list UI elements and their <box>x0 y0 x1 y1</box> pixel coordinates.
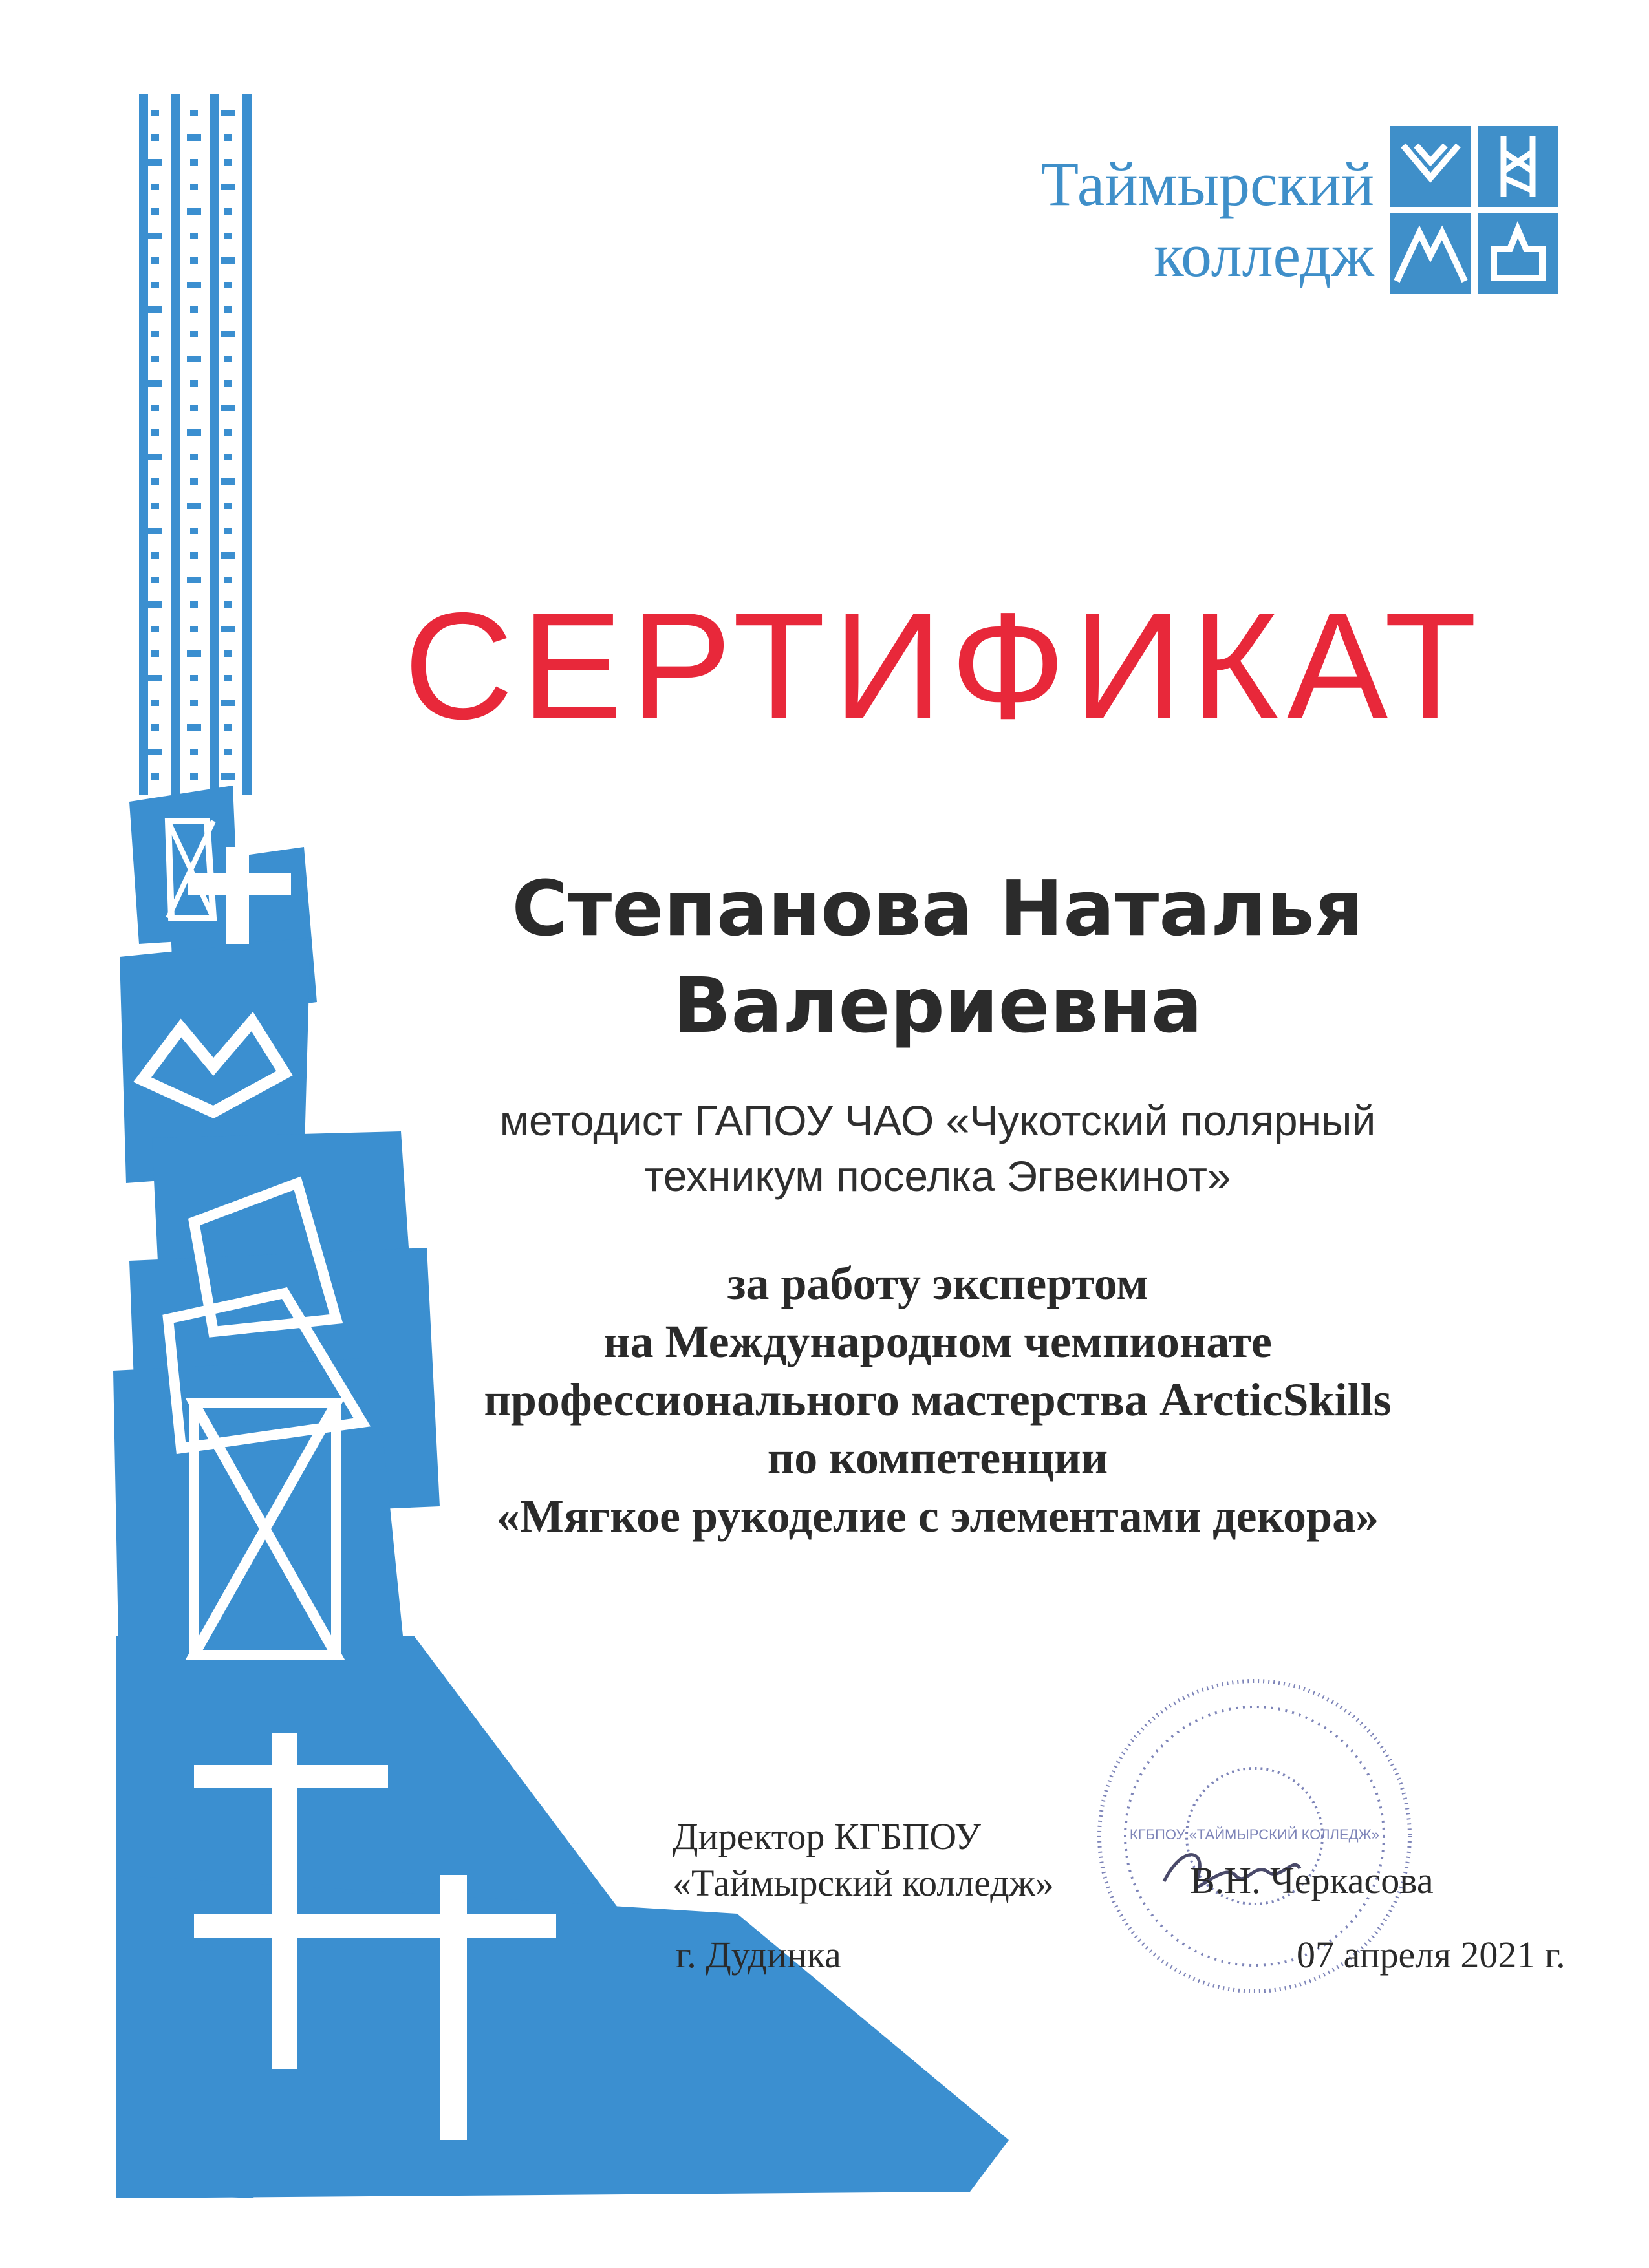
logo-line-2: колледж <box>1154 220 1374 290</box>
ornament-stitch <box>190 454 198 460</box>
ornament-stitch <box>190 110 198 116</box>
ornament-stitch <box>224 577 232 583</box>
ornament-stitch <box>151 552 159 559</box>
ornament-stitch <box>187 650 201 657</box>
ornament-stitch <box>224 380 232 387</box>
ornament-stitch <box>224 233 232 239</box>
ornament-stitch <box>224 503 232 509</box>
ornament-stitch <box>221 700 235 706</box>
certificate-title: СЕРТИФИКАТ <box>404 581 1485 751</box>
ornament-stitch <box>224 724 232 731</box>
ornament-stitch <box>190 749 198 755</box>
ornament-stitch <box>148 159 162 166</box>
ornament-stitch <box>190 478 198 485</box>
ornament-stitch <box>224 159 232 166</box>
ornament-stitch <box>224 356 232 362</box>
ornament-stitch <box>190 675 198 681</box>
recipient-name-line-2: Валериевна <box>673 961 1203 1050</box>
ornament-stitch <box>224 454 232 460</box>
ornament-stitch <box>224 650 232 657</box>
ornament-stitch <box>221 184 235 190</box>
signatory-title-line-2: «Таймырский колледж» <box>673 1862 1054 1904</box>
ornament-stitch <box>148 306 162 313</box>
ornament-stitch <box>224 208 232 215</box>
ornament-stitch <box>190 257 198 264</box>
ornament-stitch <box>148 380 162 387</box>
issue-date: 07 апреля 2021 г. <box>1297 1934 1566 1976</box>
ornament-stitch <box>187 356 201 362</box>
ornament-stitch <box>221 257 235 264</box>
recipient-name <box>388 860 1487 1054</box>
recipient-position <box>388 1093 1487 1204</box>
award-line-1: за работу экспертом <box>727 1257 1148 1309</box>
ornament-stitch <box>190 331 198 337</box>
award-text <box>388 1254 1487 1545</box>
logo-line-1: Таймырский <box>1040 149 1374 219</box>
ornament-stitch <box>151 134 159 141</box>
ornament-stitch <box>151 650 159 657</box>
ornament-stitch <box>151 208 159 215</box>
ornament-stitch <box>151 331 159 337</box>
ornament-stitch <box>148 454 162 460</box>
ornament-stitch <box>187 724 201 731</box>
signatory-title <box>673 1813 1054 1907</box>
ornament-stitch <box>187 503 201 509</box>
ornament-stitch <box>221 478 235 485</box>
ornament-stitch <box>221 773 235 780</box>
ornament-stitch <box>190 159 198 166</box>
ornament-stitch <box>221 110 235 116</box>
ornament-stitch <box>221 626 235 632</box>
ornament-stitch <box>151 626 159 632</box>
ornament-stitch <box>190 380 198 387</box>
stamp-text: КГБПОУ «ТАЙМЫРСКИЙ КОЛЛЕДЖ» <box>1129 1826 1380 1843</box>
ornament-stitch <box>190 626 198 632</box>
signatory-name: В.Н. Черкасова <box>1190 1859 1434 1901</box>
ornament-stitch <box>190 233 198 239</box>
ornament-stitch <box>151 184 159 190</box>
ornament-stitch <box>224 282 232 288</box>
ornament-stitch <box>148 233 162 239</box>
position-line-2: техникум поселка Эгвекинот» <box>644 1152 1231 1200</box>
ornament-stitch <box>224 134 232 141</box>
ornament-stitch <box>187 577 201 583</box>
ornament-stitch <box>190 700 198 706</box>
ornament-stitch <box>151 356 159 362</box>
ornament-stitch <box>221 405 235 411</box>
ornament-stitch <box>190 552 198 559</box>
ornament-stitch <box>224 601 232 608</box>
ornament-stitch <box>190 184 198 190</box>
ornament-stitch <box>151 282 159 288</box>
ornament-stitch <box>151 577 159 583</box>
ornament-stitch <box>190 601 198 608</box>
ornament-stitches <box>148 110 235 780</box>
ornament-stitch <box>190 773 198 780</box>
ornament-stitch <box>224 675 232 681</box>
logo-text <box>921 149 1374 291</box>
logo-emblem <box>1390 126 1558 294</box>
ornament-stripes <box>139 94 252 795</box>
ornament-stitch <box>148 749 162 755</box>
ornament-stitch <box>224 749 232 755</box>
award-line-3: профессионального мастерства ArcticSkills <box>484 1374 1392 1426</box>
ornament-stitch <box>151 110 159 116</box>
ornament-stitch <box>221 331 235 337</box>
ornament-stitch <box>187 282 201 288</box>
ornament-stitch <box>151 724 159 731</box>
ornament-stitch <box>187 208 201 215</box>
ornament-stitch <box>151 257 159 264</box>
ornament-stitch <box>224 306 232 313</box>
signatory-title-line-1: Директор КГБПОУ <box>673 1815 981 1857</box>
issue-city: г. Дудинка <box>676 1934 841 1976</box>
ornament-stitch <box>221 552 235 559</box>
ornament-stitch <box>151 773 159 780</box>
recipient-name-line-1: Степанова Наталья <box>512 864 1364 953</box>
award-line-2: на Международном чемпионате <box>603 1316 1272 1367</box>
ornament-stitch <box>151 478 159 485</box>
ornament-stitch <box>151 503 159 509</box>
ornament-stitch <box>190 306 198 313</box>
ornament-stitch <box>148 675 162 681</box>
ornament-stitch <box>190 528 198 534</box>
ornament-stitch <box>224 429 232 436</box>
position-line-1: методист ГАПОУ ЧАО «Чукотский полярный <box>499 1097 1376 1144</box>
ornament-stitch <box>187 134 201 141</box>
ornament-stitch <box>151 405 159 411</box>
award-line-4: по компетенции <box>767 1432 1108 1484</box>
ornament-stitch <box>148 601 162 608</box>
award-line-5: «Мягкое рукоделие с элементами декора» <box>496 1490 1379 1542</box>
ornament-stitch <box>151 700 159 706</box>
ornament-stitch <box>148 528 162 534</box>
ornament-stitch <box>224 528 232 534</box>
ornament-stitch <box>151 429 159 436</box>
ornament-stitch <box>187 429 201 436</box>
ornament-stitch <box>190 405 198 411</box>
